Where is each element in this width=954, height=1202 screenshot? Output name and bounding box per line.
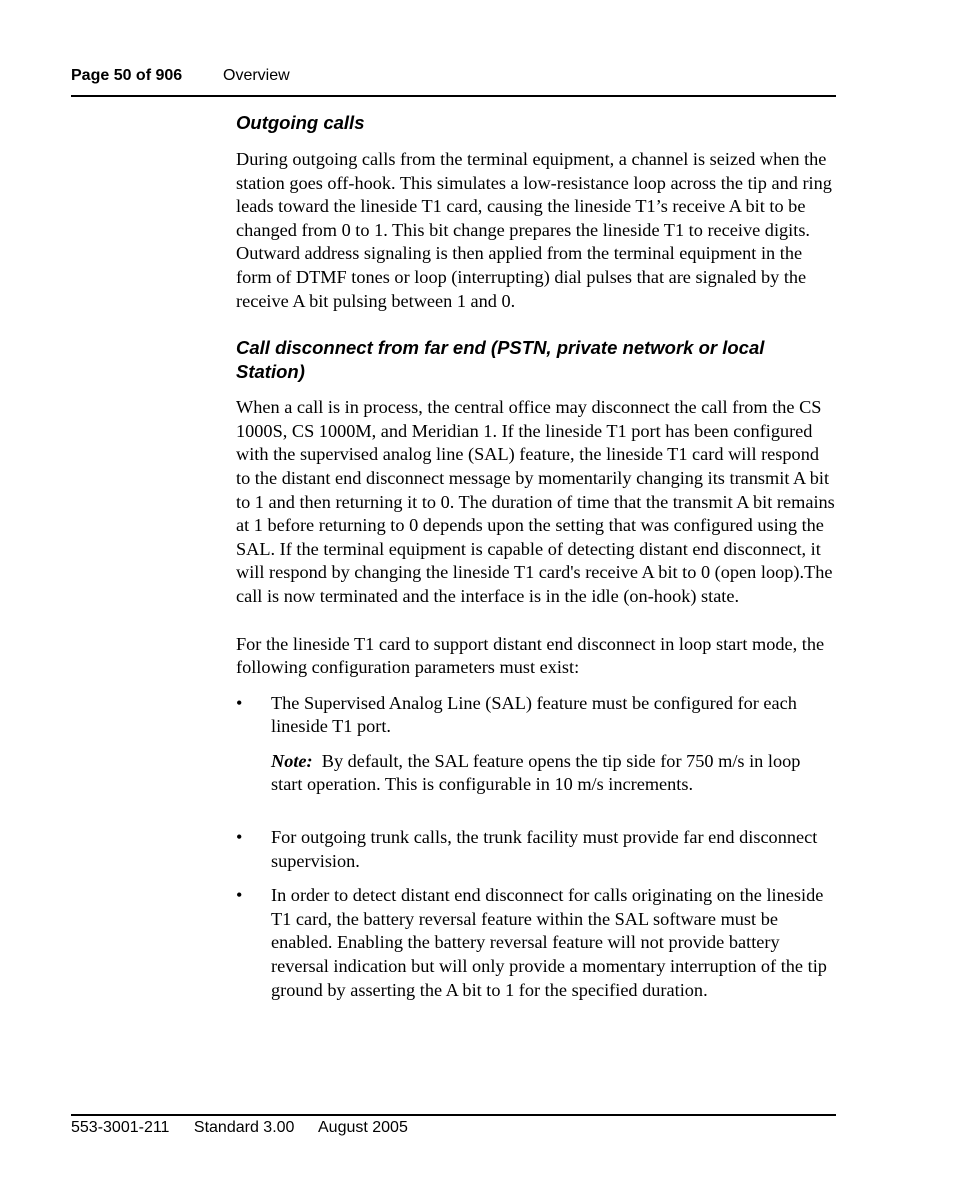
footer-rule: [71, 1114, 836, 1116]
paragraph-config-intro: For the lineside T1 card to support distant end disconnect in loop start mode, the following configuration parameters must exist:: [236, 633, 825, 678]
heading-outgoing-calls: Outgoing calls: [236, 112, 365, 133]
note: [271, 750, 836, 797]
document-number: 553-3001-211: [71, 1119, 170, 1136]
page-header: [71, 66, 836, 86]
bullet-glyph: •: [236, 692, 243, 713]
list-item: [236, 692, 836, 797]
paragraph-outgoing-calls: During outgoing calls from the terminal equipment, a channel is seized when the station goes off-hook. This simulates a low-resistance loop across the tip and ring leads toward the lineside T1 card, causing the lineside T1’s receive A bit to be changed from 0 to 1. This bit change prepares the lineside T1 to receive digits. Outward address signaling is then applied from the terminal equipment in the form of DTMF tones or loop (interrupting) dial pulses that are signaled by the receive A bit pulsing between 1 and 0.: [236, 149, 832, 311]
document-date: August 2005: [318, 1119, 408, 1136]
section-name: Overview: [223, 67, 290, 84]
paragraph-call-disconnect: When a call is in process, the central office may disconnect the call from the CS 1000S, CS 1000M, and Meridian 1. If the lineside T1 port has been configured with the supervised analog line (SAL) feature, the lineside T1 card will respond to the distant end disconnect message by momentarily changing its transmit A bit to 1 and then returning it to 0. The duration of time that the transmit A bit remains at 1 before returning to 0 depends upon the setting that was configured using the SAL. If the terminal equipment is capable of detecting distant end disconnect, it will respond by changing the lineside T1 card's receive A bit to 0 (open loop).The call is now terminated and the interface is in the idle (on-hook) state.: [236, 397, 835, 606]
list-item-text: In order to detect distant end disconnect for calls originating on the lineside T1 card, the battery reversal feature within the SAL software must be enabled. Enabling the battery reversal feature will not provide battery reversal indication but will only provide a momentary interruption of the tip ground by asserting the A bit to 1 for the specified duration.: [271, 885, 827, 1000]
note-label: Note:: [271, 750, 313, 771]
list-item-text: The Supervised Analog Line (SAL) feature must be configured for each lineside T1 port.: [271, 692, 797, 737]
page-body: [236, 111, 836, 1002]
header-rule: [71, 95, 836, 97]
requirements-list: [236, 692, 836, 1003]
list-item-text: For outgoing trunk calls, the trunk facility must provide far end disconnect supervision.: [271, 827, 818, 871]
bullet-glyph: •: [236, 885, 243, 906]
heading-call-disconnect: Call disconnect from far end (PSTN, private network or local Station): [236, 337, 765, 383]
page-footer: [71, 1118, 428, 1138]
list-item: [236, 884, 836, 1002]
document-standard: Standard 3.00: [193, 1119, 295, 1136]
bullet-glyph: •: [236, 827, 243, 848]
list-item: [236, 826, 836, 873]
note-text: By default, the SAL feature opens the tip side for 750 m/s in loop start operation. This is configurable in 10 m/s increments.: [271, 750, 801, 795]
page-number: Page 50 of 906: [71, 67, 183, 84]
